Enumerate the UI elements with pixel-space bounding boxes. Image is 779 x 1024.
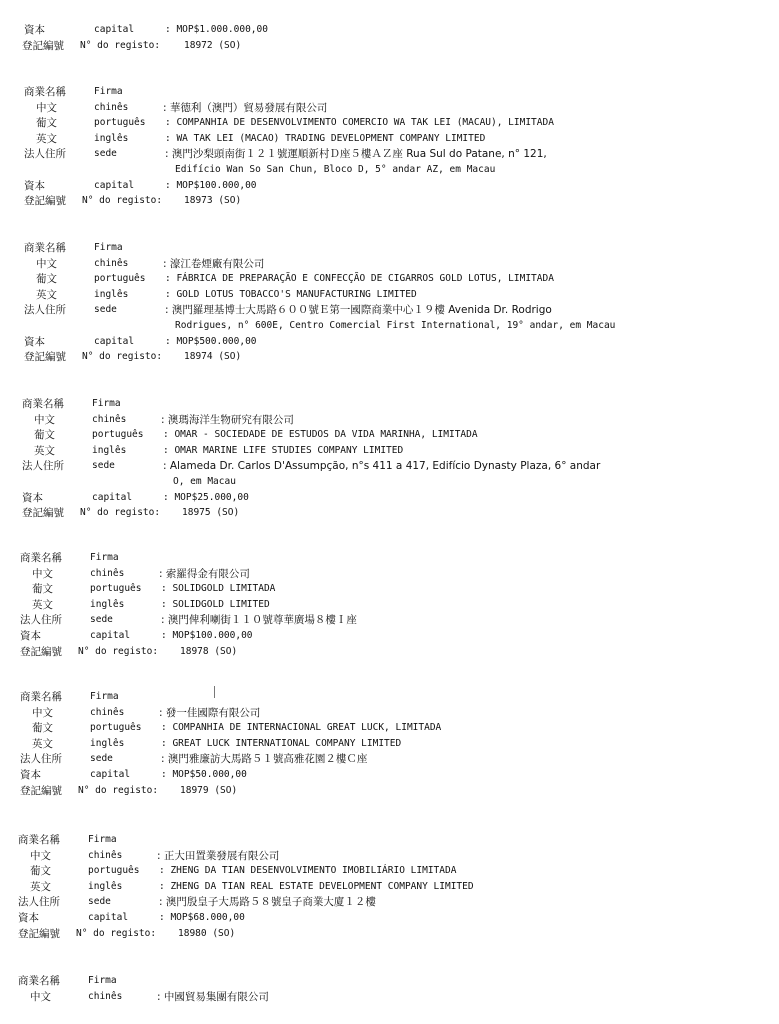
ingles-label-pt: inglês — [88, 880, 123, 892]
portugues-label-zh: 葡文 — [32, 722, 53, 735]
chines-label-pt: chinês — [92, 413, 127, 425]
registo-label-pt: N° do registo: — [78, 784, 159, 796]
portugues-value: : OMAR - SOCIEDADE DE ESTUDOS DA VIDA MARINHA, LIMITADA — [163, 429, 478, 441]
capital-label-zh: 資本 — [24, 335, 45, 348]
firma-label-pt: Firma — [88, 834, 117, 845]
chines-label-pt: chinês — [88, 991, 123, 1002]
chines-label-pt: chinês — [88, 849, 123, 861]
chines-value: : 華德利（澳門）貿易發展有限公司 — [163, 101, 328, 114]
portugues-label-pt: português — [94, 273, 146, 285]
scan-mark — [214, 686, 215, 698]
chines-label-zh: 中文 — [32, 567, 53, 580]
ingles-value: : GREAT LUCK INTERNATIONAL COMPANY LIMITED — [161, 737, 402, 749]
portugues-value: : ZHENG DA TIAN DESENVOLVIMENTO IMOBILIÁRIO LIMITADA — [159, 865, 457, 877]
sede-label-zh: 法人住所 — [24, 148, 66, 161]
sede-label-zh: 法人住所 — [22, 460, 64, 473]
sede-value-continued: Edifício Wan So San Chun, Bloco D, 5° andar AZ, em Macau — [175, 164, 496, 175]
chines-label-zh: 中文 — [30, 849, 51, 862]
capital-value: : MOP$25.000,00 — [163, 491, 249, 503]
ingles-label-zh: 英文 — [32, 598, 53, 611]
firma-label-zh: 商業名稱 — [20, 691, 62, 703]
sede-label-zh: 法人住所 — [24, 304, 66, 317]
firma-label-zh: 商業名稱 — [20, 552, 62, 564]
sede-label-pt: sede — [90, 753, 113, 765]
registo-label-zh: 登記編號 — [20, 784, 62, 797]
capital-value: : MOP$100.000,00 — [161, 630, 253, 641]
registo-label-pt: N° do registo: — [76, 927, 157, 939]
chines-label-pt: chinês — [90, 567, 125, 579]
capital-label-pt: capital — [88, 912, 129, 923]
registo-label-pt: N° do registo: — [82, 351, 163, 363]
ingles-label-zh: 英文 — [34, 444, 55, 457]
ingles-value: : OMAR MARINE LIFE STUDIES COMPANY LIMITED — [163, 444, 404, 456]
ingles-label-pt: inglês — [90, 737, 125, 749]
ingles-value: : ZHENG DA TIAN REAL ESTATE DEVELOPMENT COMPANY LIMITED — [159, 880, 474, 892]
sede-label-pt: sede — [94, 304, 117, 316]
capital-label-pt: capital — [94, 24, 135, 35]
portugues-label-pt: português — [92, 429, 144, 441]
firma-label-pt: Firma — [88, 975, 117, 986]
chines-label-pt: chinês — [94, 101, 129, 113]
portugues-label-zh: 葡文 — [30, 865, 51, 878]
chines-label-zh: 中文 — [30, 991, 51, 1003]
registo-value: 18978 (SO) — [180, 645, 238, 657]
capital-value: : MOP$68.000,00 — [159, 912, 245, 923]
registo-label-zh: 登記編號 — [22, 507, 64, 520]
registo-label-pt: N° do registo: — [78, 645, 159, 657]
firma-label-zh: 商業名稱 — [18, 834, 60, 846]
sede-value-continued: Rodrigues, n° 600E, Centro Comercial First International, 19° andar, em Macau — [175, 320, 616, 331]
portugues-value: : COMPANHIA DE DESENVOLVIMENTO COMERCIO WA TAK LEI (MACAU), LIMITADA — [165, 117, 554, 129]
portugues-value: : FÁBRICA DE PREPARAÇÃO E CONFECÇÃO DE CIGARROS GOLD LOTUS, LIMITADA — [165, 273, 554, 285]
ingles-value: : GOLD LOTUS TOBACCO'S MANUFACTURING LIMITED — [165, 288, 417, 300]
sede-value: : Alameda Dr. Carlos D'Assumpção, n°s 411 a 417, Edifício Dynasty Plaza, 6° andar — [163, 460, 601, 473]
registo-value: 18972 (SO) — [184, 40, 242, 51]
capital-label-zh: 資本 — [20, 630, 41, 642]
capital-label-pt: capital — [94, 335, 135, 347]
portugues-label-pt: português — [90, 583, 142, 595]
ingles-label-pt: inglês — [90, 598, 125, 610]
registo-label-zh: 登記編號 — [20, 645, 62, 658]
ingles-label-zh: 英文 — [36, 288, 57, 301]
capital-label-zh: 資本 — [18, 912, 39, 924]
portugues-value: : COMPANHIA DE INTERNACIONAL GREAT LUCK, LIMITADA — [161, 722, 442, 734]
sede-label-pt: sede — [88, 896, 111, 908]
firma-label-pt: Firma — [92, 398, 121, 409]
chines-label-zh: 中文 — [32, 706, 53, 719]
chines-value: : 中國貿易集團有限公司 — [157, 991, 269, 1003]
sede-label-pt: sede — [90, 614, 113, 626]
portugues-label-pt: português — [90, 722, 142, 734]
registo-label-zh: 登記編號 — [24, 195, 66, 208]
registo-value: 18974 (SO) — [184, 351, 242, 363]
capital-label-zh: 資本 — [24, 179, 45, 192]
capital-value: : MOP$100.000,00 — [165, 179, 257, 191]
registo-label-zh: 登記編號 — [24, 351, 66, 364]
registo-value: 18973 (SO) — [184, 195, 242, 207]
sede-label-pt: sede — [94, 148, 117, 160]
registo-label-pt: N° do registo: — [80, 40, 161, 51]
chines-value: : 索羅得金有限公司 — [159, 567, 250, 580]
registo-label-pt: N° do registo: — [80, 507, 161, 519]
firma-label-zh: 商業名稱 — [24, 86, 66, 98]
sede-label-pt: sede — [92, 460, 115, 472]
registo-value: 18975 (SO) — [182, 507, 240, 519]
sede-label-zh: 法人住所 — [20, 614, 62, 627]
ingles-value: : SOLIDGOLD LIMITED — [161, 598, 270, 610]
firma-label-zh: 商業名稱 — [18, 975, 60, 987]
capital-label-zh: 資本 — [24, 24, 45, 36]
capital-label-pt: capital — [94, 179, 135, 191]
portugues-label-zh: 葡文 — [32, 583, 53, 596]
ingles-label-pt: inglês — [92, 444, 127, 456]
chines-label-pt: chinês — [94, 257, 129, 269]
sede-label-zh: 法人住所 — [20, 753, 62, 766]
portugues-label-zh: 葡文 — [34, 429, 55, 442]
ingles-label-zh: 英文 — [32, 737, 53, 750]
sede-value: : 澳門沙梨頭南街１２１號運順新村Ｄ座５樓ＡＺ座 Rua Sul do Patane, n° 121, — [165, 148, 547, 161]
sede-label-zh: 法人住所 — [18, 896, 60, 909]
ingles-label-pt: inglês — [94, 132, 129, 144]
ingles-value: : WA TAK LEI (MACAO) TRADING DEVELOPMENT COMPANY LIMITED — [165, 132, 486, 144]
portugues-label-pt: português — [94, 117, 146, 129]
capital-label-zh: 資本 — [20, 769, 41, 781]
ingles-label-zh: 英文 — [36, 132, 57, 145]
chines-value: : 發一佳國際有限公司 — [159, 706, 261, 719]
ingles-label-zh: 英文 — [30, 880, 51, 893]
firma-label-pt: Firma — [90, 552, 119, 563]
registo-label-zh: 登記編號 — [22, 40, 64, 52]
portugues-value: : SOLIDGOLD LIMITADA — [161, 583, 276, 595]
chines-value: : 正大田置業發展有限公司 — [157, 849, 280, 862]
portugues-label-pt: português — [88, 865, 140, 877]
sede-value: : 澳門殷皇子大馬路５８號皇子商業大廈１２樓 — [159, 896, 376, 909]
firma-label-pt: Firma — [94, 242, 123, 253]
chines-label-pt: chinês — [90, 706, 125, 718]
capital-label-pt: capital — [90, 769, 131, 780]
registo-value: 18979 (SO) — [180, 784, 238, 796]
sede-value: : 澳門雅廉訪大馬路５１號高雅花園２樓Ｃ座 — [161, 753, 368, 766]
chines-label-zh: 中文 — [36, 101, 57, 114]
capital-value: : MOP$500.000,00 — [165, 335, 257, 347]
sede-value-continued: O, em Macau — [173, 476, 236, 487]
ingles-label-pt: inglês — [94, 288, 129, 300]
capital-label-zh: 資本 — [22, 491, 43, 504]
registo-label-zh: 登記編號 — [18, 927, 60, 940]
capital-label-pt: capital — [92, 491, 133, 503]
portugues-label-zh: 葡文 — [36, 117, 57, 130]
capital-value: : MOP$1.000.000,00 — [165, 24, 268, 35]
sede-value: : 澳門羅理基博士大馬路６００號Ｅ第一國際商業中心１９樓 Avenida Dr. Rodrigo — [165, 304, 552, 317]
chines-label-zh: 中文 — [34, 413, 55, 426]
firma-label-zh: 商業名稱 — [24, 242, 66, 254]
registo-label-pt: N° do registo: — [82, 195, 163, 207]
chines-value: : 濠江卷煙廠有限公司 — [163, 257, 265, 270]
chines-value: : 澳瑪海洋生物研究有限公司 — [161, 413, 294, 426]
firma-label-pt: Firma — [90, 691, 119, 702]
firma-label-zh: 商業名稱 — [22, 398, 64, 410]
registo-value: 18980 (SO) — [178, 927, 236, 939]
sede-value: : 澳門俾利喇街１１０號尊華廣場８樓Ｉ座 — [161, 614, 357, 627]
capital-label-pt: capital — [90, 630, 131, 641]
chines-label-zh: 中文 — [36, 257, 57, 270]
capital-value: : MOP$50.000,00 — [161, 769, 247, 780]
firma-label-pt: Firma — [94, 86, 123, 97]
portugues-label-zh: 葡文 — [36, 273, 57, 286]
